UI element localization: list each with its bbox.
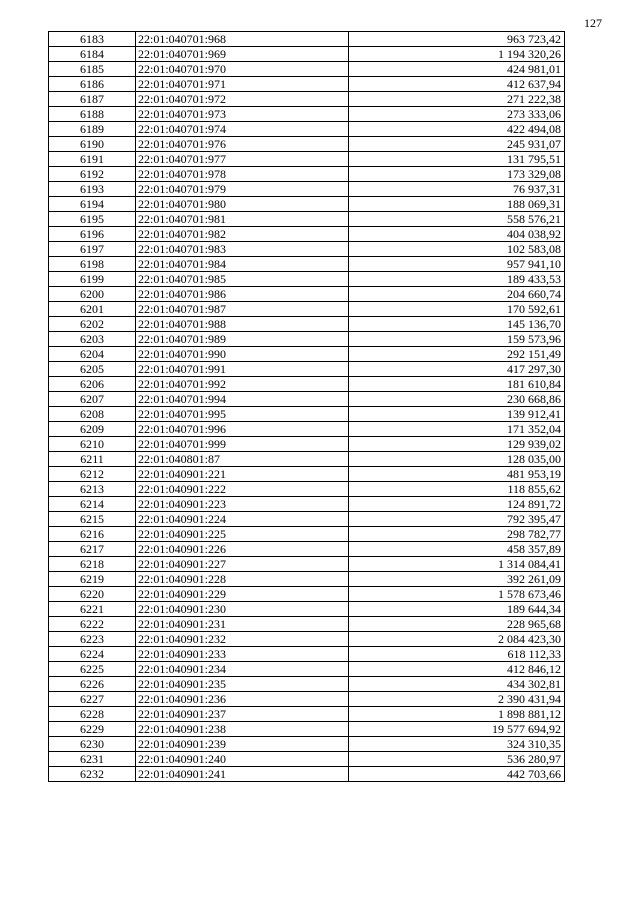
table-row [49, 617, 565, 632]
cadastral-number-cell: 22:01:040901:236 [136, 692, 349, 707]
table-row [49, 287, 565, 302]
value-cell: 102 583,08 [349, 242, 565, 257]
cadastral-number-cell: 22:01:040901:237 [136, 707, 349, 722]
row-number-cell: 6218 [49, 557, 136, 572]
row-number-cell: 6187 [49, 92, 136, 107]
value-cell: 963 723,42 [349, 32, 565, 47]
cadastral-number-cell: 22:01:040701:982 [136, 227, 349, 242]
table-row [49, 92, 565, 107]
cadastral-number-cell: 22:01:040901:226 [136, 542, 349, 557]
table-row [49, 377, 565, 392]
value-cell: 442 703,66 [349, 767, 565, 782]
value-cell: 2 390 431,94 [349, 692, 565, 707]
table-row [49, 197, 565, 212]
cadastral-number-cell: 22:01:040901:225 [136, 527, 349, 542]
cadastral-number-cell: 22:01:040901:222 [136, 482, 349, 497]
value-cell: 171 352,04 [349, 422, 565, 437]
table-row [49, 737, 565, 752]
row-number-cell: 6194 [49, 197, 136, 212]
table-row [49, 647, 565, 662]
cadastral-number-cell: 22:01:040701:978 [136, 167, 349, 182]
cadastral-number-cell: 22:01:040701:973 [136, 107, 349, 122]
row-number-cell: 6200 [49, 287, 136, 302]
cadastral-number-cell: 22:01:040901:235 [136, 677, 349, 692]
row-number-cell: 6224 [49, 647, 136, 662]
row-number-cell: 6210 [49, 437, 136, 452]
value-cell: 957 941,10 [349, 257, 565, 272]
row-number-cell: 6229 [49, 722, 136, 737]
row-number-cell: 6220 [49, 587, 136, 602]
table-row [49, 407, 565, 422]
cadastral-number-cell: 22:01:040701:999 [136, 437, 349, 452]
value-cell: 145 136,70 [349, 317, 565, 332]
value-cell: 417 297,30 [349, 362, 565, 377]
row-number-cell: 6207 [49, 392, 136, 407]
value-cell: 392 261,09 [349, 572, 565, 587]
cadastral-number-cell: 22:01:040901:227 [136, 557, 349, 572]
table-row [49, 362, 565, 377]
row-number-cell: 6203 [49, 332, 136, 347]
row-number-cell: 6192 [49, 167, 136, 182]
value-cell: 1 194 320,26 [349, 47, 565, 62]
row-number-cell: 6201 [49, 302, 136, 317]
cadastral-number-cell: 22:01:040901:230 [136, 602, 349, 617]
row-number-cell: 6196 [49, 227, 136, 242]
table-row [49, 107, 565, 122]
cadastral-number-cell: 22:01:040901:233 [136, 647, 349, 662]
row-number-cell: 6211 [49, 452, 136, 467]
value-cell: 139 912,41 [349, 407, 565, 422]
cadastral-number-cell: 22:01:040701:974 [136, 122, 349, 137]
table-row [49, 482, 565, 497]
row-number-cell: 6225 [49, 662, 136, 677]
table-row [49, 122, 565, 137]
row-number-cell: 6198 [49, 257, 136, 272]
cadastral-number-cell: 22:01:040901:229 [136, 587, 349, 602]
cadastral-number-cell: 22:01:040901:228 [136, 572, 349, 587]
row-number-cell: 6232 [49, 767, 136, 782]
cadastral-number-cell: 22:01:040701:984 [136, 257, 349, 272]
table-row [49, 557, 565, 572]
table-row [49, 152, 565, 167]
cadastral-number-cell: 22:01:040701:986 [136, 287, 349, 302]
table-row [49, 542, 565, 557]
table-row [49, 272, 565, 287]
row-number-cell: 6228 [49, 707, 136, 722]
row-number-cell: 6212 [49, 467, 136, 482]
table-row [49, 497, 565, 512]
value-cell: 458 357,89 [349, 542, 565, 557]
cadastral-number-cell: 22:01:040901:241 [136, 767, 349, 782]
row-number-cell: 6216 [49, 527, 136, 542]
value-cell: 298 782,77 [349, 527, 565, 542]
cadastral-number-cell: 22:01:040701:994 [136, 392, 349, 407]
value-cell: 124 891,72 [349, 497, 565, 512]
row-number-cell: 6185 [49, 62, 136, 77]
table-row [49, 62, 565, 77]
cadastral-number-cell: 22:01:040701:987 [136, 302, 349, 317]
table-row [49, 767, 565, 782]
row-number-cell: 6205 [49, 362, 136, 377]
table-row [49, 227, 565, 242]
value-cell: 76 937,31 [349, 182, 565, 197]
value-cell: 189 644,34 [349, 602, 565, 617]
value-cell: 618 112,33 [349, 647, 565, 662]
table-row [49, 452, 565, 467]
table-row [49, 602, 565, 617]
table-row [49, 572, 565, 587]
value-cell: 2 084 423,30 [349, 632, 565, 647]
value-cell: 558 576,21 [349, 212, 565, 227]
cadastral-number-cell: 22:01:040701:990 [136, 347, 349, 362]
table-row [49, 632, 565, 647]
cadastral-number-cell: 22:01:040701:980 [136, 197, 349, 212]
row-number-cell: 6222 [49, 617, 136, 632]
value-cell: 1 314 084,41 [349, 557, 565, 572]
cadastral-number-cell: 22:01:040701:970 [136, 62, 349, 77]
table-row [49, 437, 565, 452]
cadastral-number-cell: 22:01:040901:223 [136, 497, 349, 512]
cadastral-number-cell: 22:01:040701:992 [136, 377, 349, 392]
value-cell: 271 222,38 [349, 92, 565, 107]
cadastral-number-cell: 22:01:040901:239 [136, 737, 349, 752]
value-cell: 181 610,84 [349, 377, 565, 392]
row-number-cell: 6204 [49, 347, 136, 362]
row-number-cell: 6191 [49, 152, 136, 167]
row-number-cell: 6219 [49, 572, 136, 587]
cadastral-number-cell: 22:01:040701:979 [136, 182, 349, 197]
value-cell: 434 302,81 [349, 677, 565, 692]
cadastral-number-cell: 22:01:040701:983 [136, 242, 349, 257]
value-cell: 128 035,00 [349, 452, 565, 467]
value-cell: 1 898 881,12 [349, 707, 565, 722]
table-row [49, 242, 565, 257]
value-cell: 228 965,68 [349, 617, 565, 632]
value-cell: 292 151,49 [349, 347, 565, 362]
value-cell: 536 280,97 [349, 752, 565, 767]
row-number-cell: 6231 [49, 752, 136, 767]
value-cell: 422 494,08 [349, 122, 565, 137]
cadastral-number-cell: 22:01:040701:995 [136, 407, 349, 422]
table-row [49, 137, 565, 152]
row-number-cell: 6190 [49, 137, 136, 152]
value-cell: 173 329,08 [349, 167, 565, 182]
row-number-cell: 6199 [49, 272, 136, 287]
cadastral-number-cell: 22:01:040701:991 [136, 362, 349, 377]
row-number-cell: 6189 [49, 122, 136, 137]
value-cell: 159 573,96 [349, 332, 565, 347]
table-row [49, 752, 565, 767]
table-row [49, 302, 565, 317]
cadastral-number-cell: 22:01:040701:977 [136, 152, 349, 167]
table-row [49, 662, 565, 677]
value-cell: 129 939,02 [349, 437, 565, 452]
cadastral-number-cell: 22:01:040701:968 [136, 32, 349, 47]
cadastral-number-cell: 22:01:040901:221 [136, 467, 349, 482]
row-number-cell: 6202 [49, 317, 136, 332]
cadastral-number-cell: 22:01:040701:989 [136, 332, 349, 347]
value-cell: 230 668,86 [349, 392, 565, 407]
row-number-cell: 6214 [49, 497, 136, 512]
table-row [49, 707, 565, 722]
value-cell: 189 433,53 [349, 272, 565, 287]
cadastral-number-cell: 22:01:040901:240 [136, 752, 349, 767]
cadastral-number-cell: 22:01:040701:981 [136, 212, 349, 227]
table-row [49, 467, 565, 482]
cadastral-number-cell: 22:01:040901:234 [136, 662, 349, 677]
row-number-cell: 6188 [49, 107, 136, 122]
table-row [49, 167, 565, 182]
table-row [49, 512, 565, 527]
row-number-cell: 6215 [49, 512, 136, 527]
row-number-cell: 6230 [49, 737, 136, 752]
cadastral-number-cell: 22:01:040901:231 [136, 617, 349, 632]
table-row [49, 332, 565, 347]
table-row [49, 722, 565, 737]
row-number-cell: 6183 [49, 32, 136, 47]
table-row [49, 212, 565, 227]
value-cell: 481 953,19 [349, 467, 565, 482]
table-row [49, 182, 565, 197]
value-cell: 424 981,01 [349, 62, 565, 77]
value-cell: 792 395,47 [349, 512, 565, 527]
row-number-cell: 6221 [49, 602, 136, 617]
row-number-cell: 6223 [49, 632, 136, 647]
row-number-cell: 6217 [49, 542, 136, 557]
cadastral-number-cell: 22:01:040701:972 [136, 92, 349, 107]
row-number-cell: 6195 [49, 212, 136, 227]
table-row [49, 77, 565, 92]
value-cell: 1 578 673,46 [349, 587, 565, 602]
table-row [49, 677, 565, 692]
value-cell: 404 038,92 [349, 227, 565, 242]
table-row [49, 347, 565, 362]
value-cell: 245 931,07 [349, 137, 565, 152]
value-cell: 131 795,51 [349, 152, 565, 167]
row-number-cell: 6193 [49, 182, 136, 197]
page-number: 127 [584, 16, 602, 30]
cadastral-number-cell: 22:01:040801:87 [136, 452, 349, 467]
value-cell: 19 577 694,92 [349, 722, 565, 737]
row-number-cell: 6206 [49, 377, 136, 392]
table-row [49, 32, 565, 47]
table-row [49, 47, 565, 62]
cadastral-number-cell: 22:01:040901:232 [136, 632, 349, 647]
row-number-cell: 6208 [49, 407, 136, 422]
table-row [49, 527, 565, 542]
table-row [49, 317, 565, 332]
value-cell: 412 846,12 [349, 662, 565, 677]
table-body [49, 32, 565, 782]
value-cell: 273 333,06 [349, 107, 565, 122]
table-row [49, 587, 565, 602]
row-number-cell: 6227 [49, 692, 136, 707]
cadastral-number-cell: 22:01:040901:238 [136, 722, 349, 737]
row-number-cell: 6184 [49, 47, 136, 62]
value-cell: 118 855,62 [349, 482, 565, 497]
table-row [49, 392, 565, 407]
value-cell: 204 660,74 [349, 287, 565, 302]
table-row [49, 257, 565, 272]
table-row [49, 422, 565, 437]
value-cell: 324 310,35 [349, 737, 565, 752]
row-number-cell: 6197 [49, 242, 136, 257]
value-cell: 170 592,61 [349, 302, 565, 317]
cadastral-number-cell: 22:01:040701:985 [136, 272, 349, 287]
row-number-cell: 6213 [49, 482, 136, 497]
cadastral-number-cell: 22:01:040901:224 [136, 512, 349, 527]
value-cell: 412 637,94 [349, 77, 565, 92]
table-row [49, 692, 565, 707]
row-number-cell: 6209 [49, 422, 136, 437]
value-cell: 188 069,31 [349, 197, 565, 212]
row-number-cell: 6186 [49, 77, 136, 92]
cadastral-number-cell: 22:01:040701:976 [136, 137, 349, 152]
cadastral-number-cell: 22:01:040701:971 [136, 77, 349, 92]
cadastral-number-cell: 22:01:040701:996 [136, 422, 349, 437]
cadastral-value-table [48, 31, 565, 782]
cadastral-number-cell: 22:01:040701:969 [136, 47, 349, 62]
row-number-cell: 6226 [49, 677, 136, 692]
cadastral-number-cell: 22:01:040701:988 [136, 317, 349, 332]
